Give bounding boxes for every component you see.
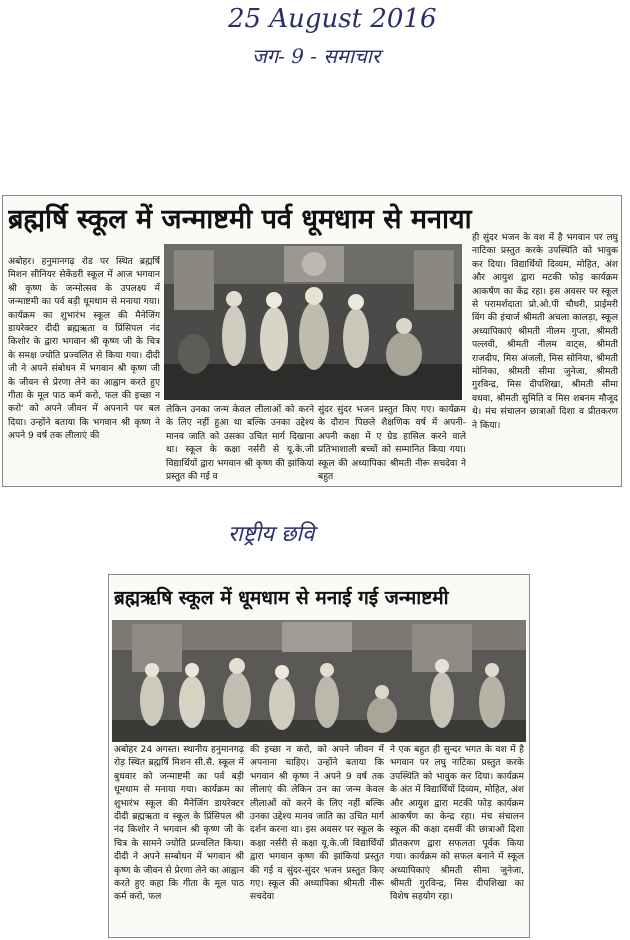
clipping-2-column-3: ने एक बहुत ही सुन्दर भगत के वश में है भगवान पर लघु नाटिका प्रस्तुत करके उपस्थिति को भावुक कर दिया। कार्यक्रम के अंत में विद्यार्थियों दिव्यम, मोहित, अंश और आयुश द्वारा मटकी फोड़ कार्यक्रम आकर्षण का केन्द्र रहा। मंच संचालन स्कूल की कक्षा दसवीं की छात्राओं दिशा प्रीतकरण द्वारा सफलता पूर्वक किया गया। कार्यक्रम को सफल बनाने में स्कूल अध्यापिकाएं श्रीमती सीमा जुनेजा, श्रीमती गुरविन्द्र, मिस दीपशिखा का विशेष सहयोग रहा। [390,745,524,903]
clipping-2-headline: ब्रह्मऋषि स्कूल में धूमधाम से मनाई गई जन्माष्टमी [114,587,449,609]
stage-performance-image [112,620,526,742]
clipping-1-column-4: ही सुंदर भजन के वश में है भगवान पर लघु नाटिका प्रस्तुत करके उपस्थिति को भावुक कर दिया। विद्यार्थियों दिव्यम, मोहित, अंश और आयुश द्वारा मटकी फोड़ कार्यक्रम आकर्षण का केंद्र रहा। इस अवसर पर स्कूल से परामर्शदाता प्रो.ओ.पी चौधरी, प्राईमरी विंग की इंचार्ज श्रीमती अचला कालड़ा, स्कूल अध्यापिकाएं श्रीमती नीलम गुप्ता, श्रीमती पल्लवी, श्रीमती नीलम वाट्स, श्रीमती राजदीप, मिस अंजली, मिस सोनिया, श्रीमती मोनिका, श्रीमती सीमा जुनेजा, श्रीमती गुरविन्द्र, मिस दीपशिखा, श्रीमती सीमा वधवा, श्रीमती सुमिति व मिस शबनम मौजूद थे। मंच संचालन छात्राओं दिशा व प्रीतकरण ने किया। [472,233,618,431]
clipping-1-headline: ब्रह्मर्षि स्कूल में जन्माष्टमी पर्व धूमधाम से मनाया [8,204,472,235]
handwritten-source-2: राष्ट्रीय छवि [228,522,315,547]
clipping-2-column-2: की इच्छा न करो, को अपने जीवन में अपनाना चाहिए। उन्होंने बताया कि भगवान श्री कृष्ण ने अपने 9 वर्ष तक लीलाएं की लेकिन उन का जन्म केवल लीलाओं को करने के लिए नहीं बल्कि उनका उद्देश्य मानव जाति का उचित मार्ग दर्शन करना था। इस अवसर पर स्कूल के कक्षा नर्सरी से कक्षा यू.के.जी विद्यार्थियों द्वारा भगवान कृष्ण की झांकियां प्रस्तुत की गई व सुंदर-सुंदर भजन प्रस्तुत किए गए। स्कूल की अध्यापिका श्रीमती नीरू सचदेवा [250,745,384,903]
clipping-2-photo [112,620,526,742]
handwritten-source-1: जग- 9 - समाचार [252,44,381,68]
clipping-1-column-3: सुंदर सुंदर भजन प्रस्तुत किए गए। कार्यक्रम के दौरान पिछले शैक्षणिक वर्ष में अपनी-अपनी कक्षा में ए ग्रेड हासिल करने वाले प्रतिभाशाली बच्चों को सम्मानित किया गया। स्कूल की अध्यापिका श्रीमती नीरू सचदेवा ने बहुत [318,405,466,483]
clipping-1-column-2: लेकिन उनका जन्म केवल लीलाओं को करने के लिए नहीं हुआ था बल्कि उनका उद्देश्य मानव जाति को उसका उचित मार्ग दिखाना था। स्कूल के कक्षा नर्सरी से यू.के.जी विद्यार्थियों द्वारा भगवान श्री कृष्ण की झांकियां प्रस्तुत की गई व [166,405,314,483]
clipping-2-column-1: अबोहर 24 अगस्त। स्थानीय हनुमानगढ़ रोड़ स्थित ब्रह्मर्षि मिशन सी.सै. स्कूल में बुधवार को जन्माष्टमी का पर्व बड़ी धूमधाम से मनाया गया। कार्यक्रम का शुभारंभ स्कूल की मैनेजिंग डायरेक्टर दीदी ब्रह्मऋता व स्कूल के प्रिंसिपल श्री नंद किशोर ने भगवान श्री कृष्ण जी के चित्र के सामने ज्योति प्रज्वलित किया। दीदी ने अपने सम्बोधन में भगवान श्री कृष्ण के जीवन से प्रेरणा लेने का आह्वान करते हुए कहा कि गीता के मूल पाठ कर्म करो, फल [114,745,244,903]
handwritten-date: 25 August 2016 [228,4,437,34]
stage-performance-image [164,244,462,400]
clipping-1-photo [164,244,462,400]
clipping-1-column-1: अबोहर। हनुमानगढ़ रोड पर स्थित ब्रह्मर्षि मिशन सीनियर सेकेंडरी स्कूल में आज भगवान श्री कृष्ण के जन्मोत्सव के उपलक्ष्य में जन्माष्टमी का पर्व बड़ी धूमधाम से मनाया गया। कार्यक्रम का शुभारंभ स्कूल की मैनेजिंग डायरेक्टर दीदी ब्रह्मऋता व प्रिंसिपल नंद किशोर के द्वारा भगवान श्री कृष्ण जी के चित्र के समक्ष ज्योति प्रज्वलित से किया गया। दीदी जी ने अपने संबोधन में भगवान श्री कृष्ण जी के जीवन से प्रेरणा लेने का आह्वान करते हुए गीता के मूल पाठ कर्म करो, फल की इच्छा न करो' को अपने जीवन में अपनाने पर बल दिया। उन्होंने बताया कि भगवान श्री कृष्ण ने अपने 9 वर्ष तक लीलाएं की [8,257,160,442]
